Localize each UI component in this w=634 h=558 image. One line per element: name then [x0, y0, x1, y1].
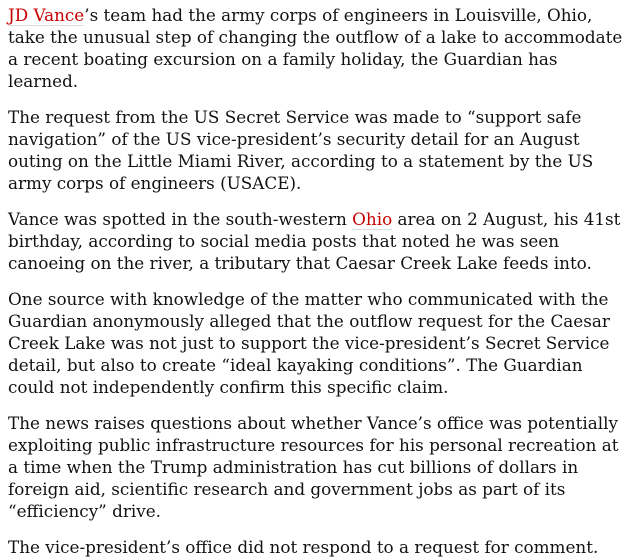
paragraph-5: The news raises questions about whether Vance’s office was potentially exploiting public infrastructure resources for his personal recreation at a time when the Trump administration has cut billions of dollars in foreign aid, scientific research and government jobs as part of its “efficiency” drive. [8, 413, 619, 521]
paragraph-3-text-before: Vance was spotted in the south-western [8, 209, 353, 229]
paragraph-4: One source with knowledge of the matter who communicated with the Guardian anonymously alleged that the outflow request for the Caesar Creek Lake was not just to support the vice-president’s Secret Service detail, but also to create “ideal kayaking conditions”. The Guardian could not independently confirm this specific claim. [8, 289, 610, 397]
paragraph-2: The request from the US Secret Service was made to “support safe navigation” of the US vice-president’s security detail for an August outing on the Little Miami River, according to a statement by the US army corps of engineers (USACE). [8, 107, 594, 193]
paragraph-1 [8, 4, 626, 92]
paragraph-3 [8, 208, 626, 274]
paragraph-1-text: ’s team had the army corps of engineers in Louisville, Ohio, take the unusual step of changing the outflow of a lake to accommodate a recent boating excursion on a family holiday, the Guardian has learned. [8, 5, 623, 91]
paragraph-3-text-after: area on 2 August, his 41st birthday, according to social media posts that noted he was seen canoeing on the river, a tributary that Caesar Creek Lake feeds into. [8, 209, 621, 273]
jd-vance-link[interactable]: JD Vance [8, 5, 85, 25]
paragraph-6: The vice-president’s office did not respond to a request for comment. [8, 537, 599, 557]
ohio-link[interactable]: Ohio [352, 209, 393, 229]
